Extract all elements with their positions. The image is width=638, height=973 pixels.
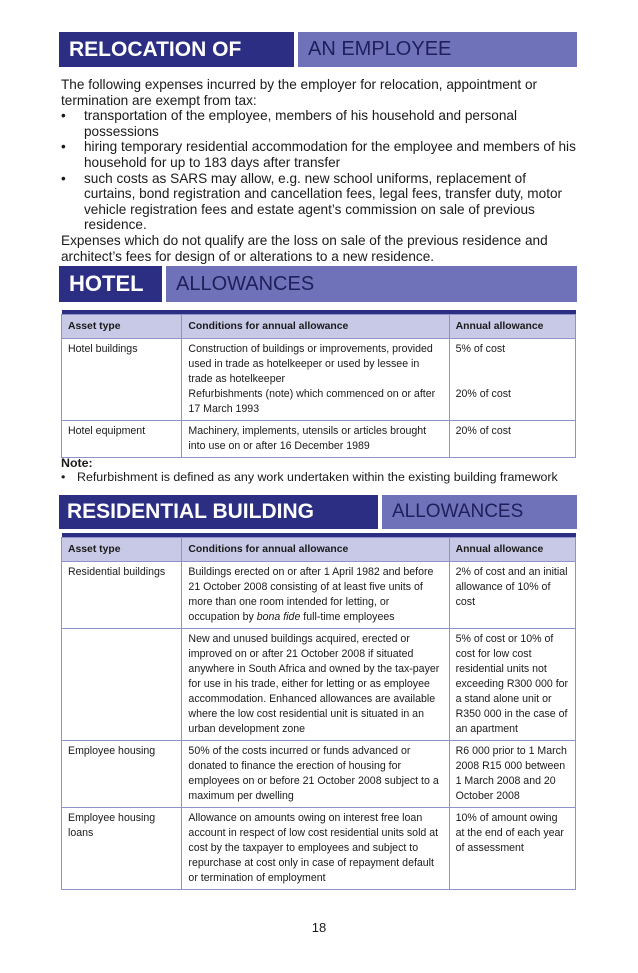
table-row	[62, 421, 576, 458]
asset-type-cell	[62, 629, 182, 741]
allowance-cell: 20% of cost	[449, 421, 575, 458]
column-header: Conditions for annual allowance	[182, 538, 449, 562]
allowance-cell: R6 000 prior to 1 March 2008 R15 000 between 1 March 2008 and 20 October 2008	[449, 741, 575, 808]
list-item: • such costs as SARS may allow, e.g. new school uniforms, replacement of curtains, bond registration and cancellation fees, legal fees, transfer duty, motor vehicle registration fees and estate agent’s commission on sale of previous residence.	[61, 170, 563, 233]
table-header-row	[62, 538, 576, 562]
asset-type-cell: Hotel equipment	[62, 421, 182, 458]
note-text: • Refurbishment is defined as any work undertaken within the existing building framework	[61, 470, 558, 484]
relocation-intro: The following expenses incurred by the employer for relocation, appointment or termination are exempt from tax:	[61, 77, 538, 108]
conditions-cell: Allowance on amounts owing on interest free loan account in respect of low cost residential units sold at cost by the taxpayer to employees and subject to repurchase at cost only in case of repayment default or termination of employment	[182, 808, 449, 890]
residential-allowances-table	[61, 533, 576, 890]
residential-subtitle: ALLOWANCES	[382, 495, 577, 529]
column-header: Asset type	[62, 315, 182, 339]
table-row	[62, 741, 576, 808]
allowance-cell: 2% of cost and an initial allowance of 10% of cost	[449, 562, 575, 629]
conditions-cell: Buildings erected on or after 1 April 1982 and before 21 October 2008 consisting of at least five units of more than one room intended for letting, or occupation by bona fide full-time employees	[182, 562, 449, 629]
allowance-cell: 5% of cost 20% of cost	[449, 339, 575, 421]
hotel-subtitle: ALLOWANCES	[166, 266, 577, 302]
allowance-cell: 5% of cost or 10% of cost for low cost residential units not exceeding R300 000 for a stand alone unit or R350 000 in the case of an apartment	[449, 629, 575, 741]
hotel-banner	[59, 266, 577, 302]
relocation-bullet-list	[61, 108, 581, 233]
relocation-banner	[59, 32, 577, 67]
table-row	[62, 808, 576, 890]
asset-type-cell: Residential buildings	[62, 562, 182, 629]
column-header: Annual allowance	[449, 538, 575, 562]
table-row	[62, 562, 576, 629]
conditions-cell: New and unused buildings acquired, erected or improved on or after 21 October 2008 if situated anywhere in South Africa and owned by the tax-payer for use in his trade, either for letting or as employee accommodation. Enhanced allowances are available where the low cost residential unit is situated in an urban development zone	[182, 629, 449, 741]
conditions-cell: 50% of the costs incurred or funds advanced or donated to finance the erection of housing for employees on or before 21 October 2008 subject to a maximum per dwelling	[182, 741, 449, 808]
relocation-outro: Expenses which do not qualify are the loss on sale of the previous residence and architect’s fees for design of or alterations to a new residence.	[61, 232, 548, 264]
relocation-body	[61, 77, 581, 264]
table-row	[62, 629, 576, 741]
page-number: 18	[311, 920, 327, 935]
hotel-title: HOTEL	[59, 266, 162, 302]
conditions-cell: Construction of buildings or improvements, provided used in trade as hotelkeeper or used by lessee in trade as hotelkeeper Refurbishments (note) which commenced on or after 17 March 1993	[182, 339, 449, 421]
hotel-allowances-table	[61, 310, 576, 458]
asset-type-cell: Employee housing	[62, 741, 182, 808]
asset-type-cell: Employee housing loans	[62, 808, 182, 890]
column-header: Asset type	[62, 538, 182, 562]
column-header: Annual allowance	[449, 315, 575, 339]
residential-title: RESIDENTIAL BUILDING	[59, 495, 378, 529]
table-header-row	[62, 315, 576, 339]
relocation-subtitle: AN EMPLOYEE	[298, 32, 577, 67]
hotel-note	[61, 456, 601, 484]
conditions-cell: Machinery, implements, utensils or articles brought into use on or after 16 December 1989	[182, 421, 449, 458]
asset-type-cell: Hotel buildings	[62, 339, 182, 421]
note-label: Note:	[61, 456, 93, 470]
list-item: • transportation of the employee, members of his household and personal possessions	[61, 108, 517, 139]
column-header: Conditions for annual allowance	[182, 315, 449, 339]
allowance-cell: 10% of amount owing at the end of each year of assessment	[449, 808, 575, 890]
list-item: • hiring temporary residential accommodation for the employee and members of his household for up to 183 days after transfer	[61, 139, 576, 170]
relocation-title: RELOCATION OF	[59, 32, 294, 67]
residential-banner	[59, 495, 577, 529]
table-row	[62, 339, 576, 421]
